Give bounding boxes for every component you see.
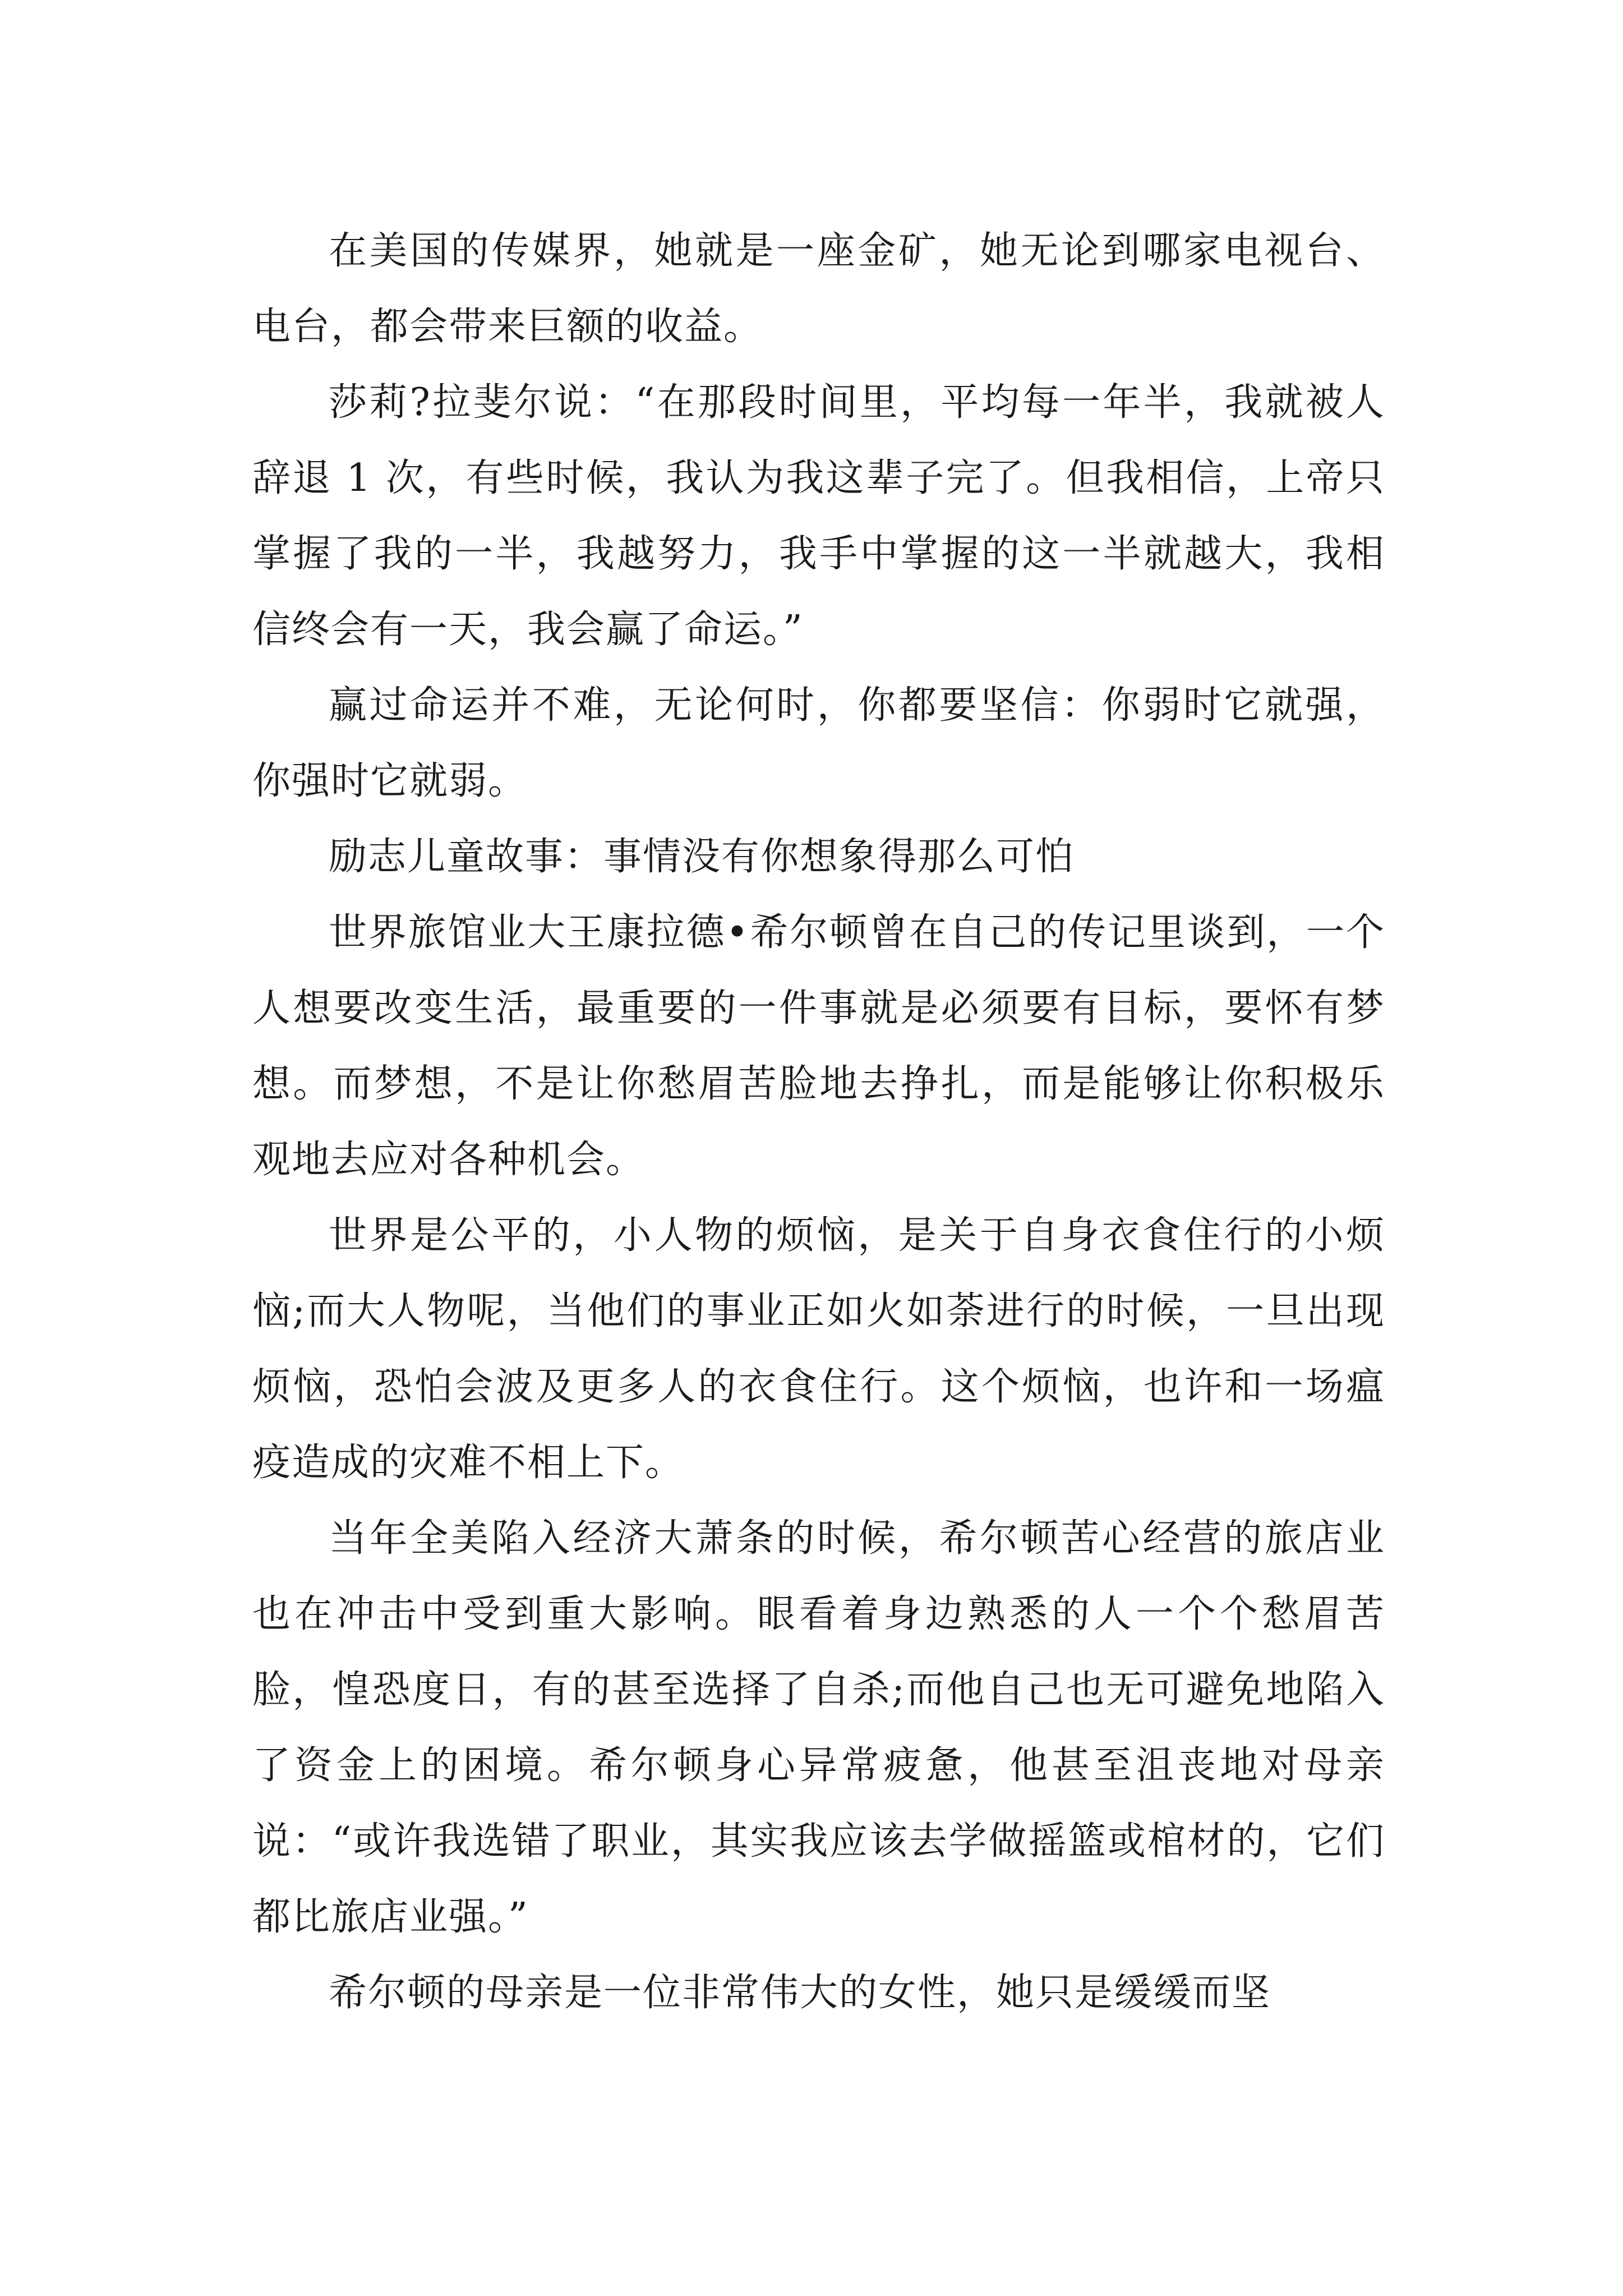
paragraph-6: 世界是公平的，小人物的烦恼，是关于自身衣食住行的小烦恼;而大人物呢，当他们的事业正如火如荼进行的时候，一旦出现烦恼，恐怕会波及更多人的衣食住行。这个烦恼，也许和一场瘟疫造成的灾难不相上下。 <box>252 1213 1385 1485</box>
section-heading: 励志儿童故事：事情没有你想象得那么可怕 <box>329 835 1075 879</box>
paragraph-3: 赢过命运并不难，无论何时，你都要坚信：你弱时它就强，你强时它就弱。 <box>252 683 1385 803</box>
paragraph-1: 在美国的传媒界，她就是一座金矿，她无论到哪家电视台、电台，都会带来巨额的收益。 <box>252 229 1385 349</box>
paragraph-5: 世界旅馆业大王康拉德•希尔顿曾在自己的传记里谈到，一个人想要改变生活，最重要的一件事就是必须要有目标，要怀有梦想。而梦想，不是让你愁眉苦脸地去挣扎，而是能够让你积极乐观地去应对各种机会。 <box>252 910 1385 1182</box>
paragraph-8: 希尔顿的母亲是一位非常伟大的女性，她只是缓缓而坚 <box>329 1971 1271 2015</box>
document-body <box>252 213 1385 2031</box>
paragraph-2: 莎莉?拉斐尔说：“在那段时间里，平均每一年半，我就被人辞退 1 次，有些时候，我认为我这辈子完了。但我相信，上帝只掌握了我的一半，我越努力，我手中掌握的这一半就越大，我相信终会有一天，我会赢了命运。” <box>252 380 1385 652</box>
paragraph-7: 当年全美陷入经济大萧条的时候，希尔顿苦心经营的旅店业也在冲击中受到重大影响。眼看着身边熟悉的人一个个愁眉苦脸，惶恐度日，有的甚至选择了自杀;而他自己也无可避免地陷入了资金上的困境。希尔顿身心异常疲惫，他甚至沮丧地对母亲说：“或许我选错了职业，其实我应该去学做摇篮或棺材的，它们都比旅店业强。” <box>252 1516 1385 1939</box>
